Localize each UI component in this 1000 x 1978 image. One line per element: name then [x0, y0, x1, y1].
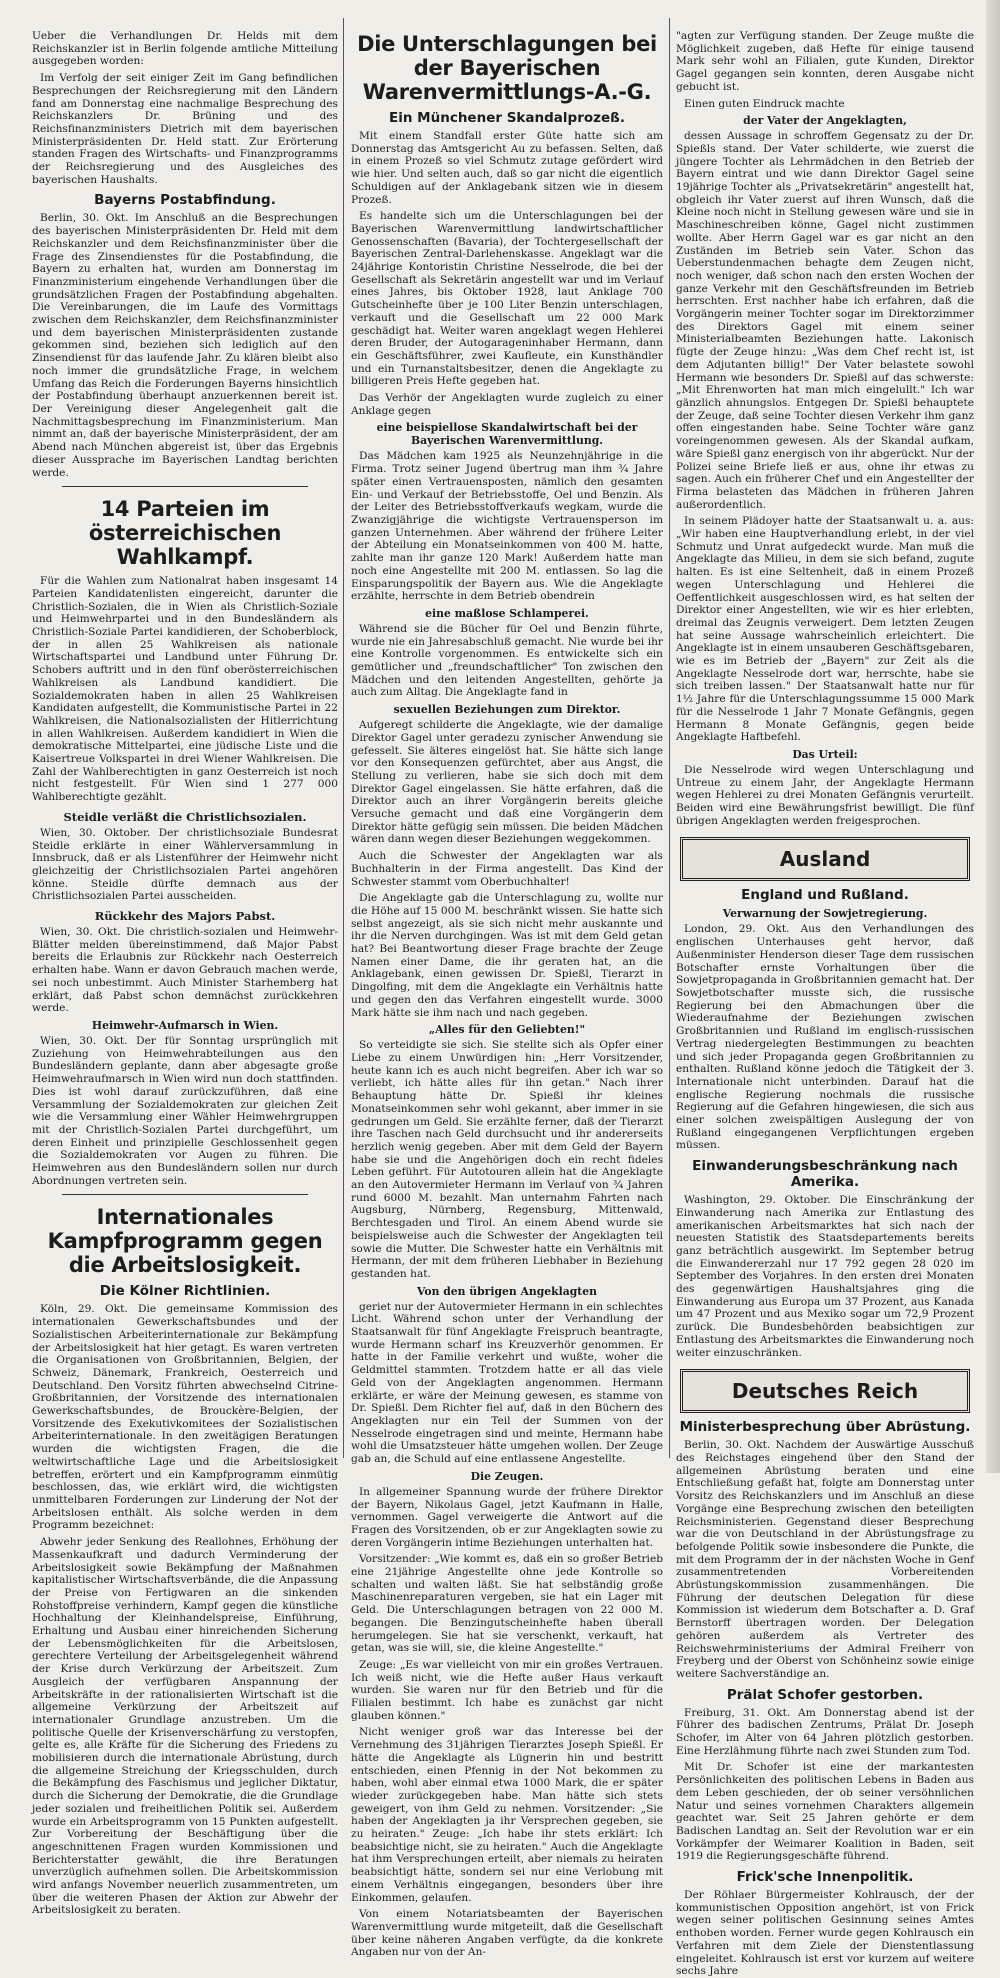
- paragraph: geriet nur der Autovermieter Hermann in ein schlechtes Licht. Während schon unter der Verhandlung der Staatsanwalt für fünf Angeklagte Freispruch beantragte, wurde Hermann scharf ins Kreuzverhör genommen. Er hatte in der Familie verkehrt und wußte, woher die Geldmittel stammten. Trotzdem hatte er all das viele Geld von der Angeklagten angenommen. Hermann erklärte, er wäre der Meinung gewesen, es stamme von Dr. Spießl. Dem Richter fiel auf, daß in den Büchern des Angeklagten nur ein Teil der Summen von der Nesselrode eingetragen sind und meinte, Hermann habe wohl die Umsatzsteuer hätte umgehen wollen. Der Zeuge gab an, die Schuld auf eine entlassene Angestellte.: [351, 1300, 663, 1466]
- subhead-schlamperei: eine maßlose Schlamperei.: [425, 606, 589, 620]
- paragraph: Wien, 30. Okt. Der für Sonntag ursprünglich mit Zuziehung von Heimwehrabteilungen aus den Bundesländern geplante, dann aber abgesagte große Heimwehraufmarsch in Wien wird nun doch stattfinden. Dies ist wohl darauf zurückzuführen, daß eine Versammlung der Sozialdemokraten zur gleichen Zeit wie die Versammlung einer Wähler Heimwehrgruppen mit der Christlich-Sozialen Partei durchgeführt, um deren Einheit und prinzipielle Geschlossenheit gegen die Sozialdemokraten vor Augen zu führen. Die Heimwehren aus den Bundesländern sollen nur durch Abordnungen vertreten sein.: [32, 1035, 338, 1187]
- paragraph: Der Röhlaer Bürgermeister Kohlrausch, der der kommunistischen Opposition angehört, ist von Frick wegen seiner politischen Gesinnung seines Amtes enthoben worden. Ferner wurde gegen Kohlrausch ein Verfahren mit dem Ziele der Dienstentlassung eingeleitet. Kohlrausch ist erst vor kurzem auf weitere sechs Jahre: [676, 1889, 974, 1978]
- paragraph: Einen guten Eindruck machte: [684, 97, 845, 110]
- paragraph: Das Verhör der Angeklagten wurde zugleich zu einer Anklage gegen: [351, 392, 663, 417]
- paragraph: London, 29. Okt. Aus den Verhandlungen des englischen Unterhauses geht hervor, daß Außenminister Henderson dieser Tage dem russischen Botschafter ernste Vorhaltungen über die Sowjetpropaganda in Großbritannien gemacht hat. Der Sowjetbotschafter musste sich, die russische Regierung bei den Abmachungen über die Wiederaufnahme der Beziehungen zwischen Großbritannien und Rußland im englisch-russischen Vertrag niedergelegten Bestimmungen zu beachten und sich jeder Propaganda gegen Großbritannien zu enthalten. Rußland könne jedoch die Tätigkeit der 3. Internationale nicht unterbinden. Darauf hat die englische Regierung nochmals die russische Regierung auf die Gefahren hingewiesen, die sich aus einer solchen zweispältigen Auslegung der von Rußland eingegangenen Verpflichtungen ergeben müssen.: [676, 923, 974, 1152]
- paragraph: Nicht weniger groß war das Interesse bei der Vernehmung des 31jährigen Tierarztes Joseph Spießl. Er hätte die Angeklagte als Lügnerin hin und bestritt entschieden, einen Pfennig in der Not bekommen zu haben, wohl aber einmal etwa 1000 Mark, die er später wieder zurückgegeben habe. Man hätte sich stets geweigert, von ihm Geld zu nehmen. Vorsitzender: „Sie haben der Angeklagten ja ihr Versprechen gegeben, sie zu heiraten." Zeuge: „Ich habe ihr stets erklärt: Ich beabsichtige nicht, sie zu heiraten." Auch die Angeklagte hat ihm Versprechungen erteilt, aber niemals zu heiraten beabsichtigt hätte, sondern sei nur eine Verlobung mit einem Verhältnis eingegangen, besonders über ihre Einkommen, gelaufen.: [351, 1726, 663, 1904]
- headline-kampfprogramm: Internationales Kampfprogramm gegen die Arbeitslosigkeit.: [47, 1205, 323, 1278]
- paragraph: Wien, 30. Okt. Die christlich-sozialen und Heimwehr-Blätter melden übereinstimmend, daß Major Pabst bereits die Erlaubnis zur Rückkehr nach Oesterreich erhalten habe. Wann er davon Gebrauch machen werde, sei noch unbestimmt. Auch Minister Starhemberg hat erklärt, daß Pabst schon demnächst zurückkehren werde.: [32, 926, 338, 1015]
- column-3: [676, 30, 974, 1978]
- paragraph: Washington, 29. Oktober. Die Einschränkung der Einwanderung nach Amerika zur Entlastung des amerikanischen Arbeitsmarktes hat sich nach der neuesten Statistik des Staatsdepartements bereits ganz beträchtlich ausgewirkt. Im September betrug die Einwandererzahl nur 17 792 gegen 28 020 im September des Vorjahres. In den ersten drei Monaten des gegenwärtigen Haushaltsjahres ging die Einwanderung aus Europa um 37 Prozent, aus Kanada um 47 Prozent und aus Mexiko sogar um 72,9 Prozent zurück. Die Bundesbehörden beabsichtigen zur Entlastung des Arbeitsmarktes die Einwanderung noch weiter einzuschränken.: [676, 1194, 974, 1359]
- paragraph: Die Nesselrode wird wegen Unterschlagung und Untreue zu einem Jahr, der Angeklagte Hermann wegen Hehlerei zu drei Monaten Gefängnis verurteilt. Beiden wird eine Bewährungsfrist bewilligt. Die fünf übrigen Angeklagten werden freigesprochen.: [676, 763, 974, 827]
- paragraph: Freiburg, 31. Okt. Am Donnerstag abend ist der Führer des badischen Zentrums, Prälat Dr. Joseph Schofer, im Alter von 64 Jahren plötzlich gestorben. Eine Herzlähmung führte nach zwei Stunden zum Tod.: [676, 1706, 974, 1757]
- headline-heimwehr: Heimwehr-Aufmarsch in Wien.: [91, 1019, 279, 1032]
- paragraph: Mit Dr. Schofer ist eine der markantesten Persönlichkeiten des politischen Lebens in Baden aus dem Leben geschieden, der ob seiner versöhnlichen Natur und seines vornehmen Charakters allgemein geachtet war. Seit 25 Jahren gehörte er dem Badischen Landtag an. Seit der Revolution war er ein Vorkämpfer der Weimarer Koalition in Baden, seit 1919 die Regierungsgeschäfte führend.: [676, 1761, 974, 1863]
- paragraph: Aufgeregt schilderte die Angeklagte, wie der damalige Direktor Gagel unter geradezu zynischer Anwendung sie gefesselt. Sie älteres eingelöst hat. Sie hätte sich lange vor den Konsequenzen gefürchtet, aber aus Angst, die Stellung zu verlieren, habe sie sich doch mit dem Direktor Gagel eingelassen. Sie hätte erfahren, daß die Direktor auch an ihrer Vorgängerin bereits gleiche Versuche gemacht und daß eine Vorgängerin dem Direktor hätte gefügig sein müssen. Die beiden Mädchen wären dann wegen dieser Beziehungen weggekommen.: [351, 719, 663, 846]
- headline-postabfindung: Bayerns Postabfindung.: [94, 192, 276, 209]
- paragraph: Berlin, 30. Okt. Im Anschluß an die Besprechungen des bayerischen Ministerpräsidenten Dr. Held mit dem Reichskanzler und dem Reichsfinanzminister über die Frage des Zinsendienstes für die Postabfindung, die Bayern zu erhalten hat, wurden am Donnerstag im Finanzministerium eingehende Verhandlungen über die grundsätzlichen Fragen der Postabfindung abgehalten. Die Vereinbarungen, die im Laufe des Vormittags zwischen dem Reichskanzler, dem Reichsfinanzminister und dem bayerischen Ministerpräsidenten zustande gekommen sind, beziehen sich lediglich auf den Zinsendienst für das laufende Jahr. Zu klären bleibt also noch immer die grundsätzliche Frage, in welchem Umfang das Reich die Forderungen Bayerns hinsichtlich der Postabfindung überhaupt anzuerkennen bereit ist. Der Vereinigung dieser Angelegenheit galt die Nachmittagsbesprechung im Finanzministerium. Man nimmt an, daß der bayerische Ministerpräsident, der am Abend nach München abgereist ist, über das Ergebnis dieser Aussprache im Bayerischen Landtag berichten werde.: [32, 212, 338, 479]
- paragraph: Für die Wahlen zum Nationalrat haben insgesamt 14 Parteien Kandidatenlisten eingereicht, darunter die Christlich-Sozialen, die in Wien als Christlich-Soziale und Heimwehrpartei und in den Bundesländern als Christlich-Soziale Partei kandidieren, der Schoberblock, der in allen 25 Wahlkreisen als nationale Wirtschaftspartei und Landbund unter Führung Dr. Schobers auftritt und in den fünf oberösterreichischen Wahlkreisen als Landbund kandidiert. Die Sozialdemokraten haben in allen 25 Wahlkreisen Kandidaten aufgestellt, die Kommunistische Partei in 22 Wahlkreisen, die Nationalsozialisten der Hitlerrichtung in allen Wahlkreisen. Außerdem kandidiert in Wien die demokratische Mittelpartei, eine jüdische Liste und die Kaisertreue Volkspartei in drei Wiener Wahlkreisen. Die Zahl der Wahlberechtigten in ganz Oesterreich ist noch nicht festgestellt. Für Wien sind 1 277 000 Wahlberechtigte gezählt.: [32, 575, 338, 804]
- paragraph: Es handelte sich um die Unterschlagungen bei der Bayerischen Warenvermittlung landwirtschaftlicher Genossenschaften (Bavaria), der Tochtergesellschaft der Bayerischen Zentral-Darlehenskasse. Angeklagt war die 24jährige Kontoristin Christine Nesselrode, die bei der Gesellschaft als Sekretärin angestellt war und im Verlauf eines Jahres, bis Oktober 1928, laut Anklage 700 Gutscheinhefte über je 100 Liter Benzin unterschlagen, verkauft und die Gesellschaft um 22 000 Mark geschädigt hat. Weiter waren angeklagt wegen Hehlerei deren Bruder, der Autogarageninhaber Hermann, dann ein Geschäftsführer, zwei Kaufleute, ein Kunsthändler und ein Turnanstaltsbesitzer, denen die Angeklagte zu billigeren Preis Hefte gegeben hat.: [351, 210, 663, 388]
- paragraph: In allgemeiner Spannung wurde der frühere Direktor der Bayern, Nikolaus Gagel, jetzt Kaufmann in Halle, vernommen. Gagel verweigerte die Antwort auf die Fragen des Vorsitzenden, ob er zur Angeklagten sowie zu deren Vorgängerin intime Beziehungen unterhalten hat.: [351, 1485, 663, 1549]
- headline-england-russland: England und Rußland.: [741, 887, 909, 904]
- headline-unterschlagungen: Die Unterschlagungen bei der Bayerischen Warenvermittlungs-A.-G.: [357, 32, 657, 104]
- paragraph: Zeuge: „Es war vielleicht von mir ein großes Vertrauen. Ich weiß nicht, wie die Hefte außer Haus verkauft wurden. Sie waren nur für den Betrieb und für die Filialen bestimmt. Ich habe es zunächst gar nicht glauben können.": [351, 1658, 663, 1722]
- paragraph: "agten zur Verfügung standen. Der Zeuge mußte die Möglichkeit zugeben, daß Hefte für einige tausend Mark sehr wohl an Filialen, gute Kunden, Direktor Gagel gegangen sein konnten, deren Ausgabe nicht gebucht ist.: [676, 30, 974, 93]
- paragraph: Auch die Schwester der Angeklagten war als Buchhalterin in der Firma angestellt. Das Kind der Schwester stammt vom Oberbuchhalter!: [351, 850, 663, 888]
- paragraph: Wien, 30. Oktober. Der christlichsoziale Bundesrat Steidle erklärte in einer Wählerversammlung in Innsbruck, daß er als Listenführer der Heimwehr nicht gleichzeitig der Christlichsozialen Partei angehören könne. Steidle dürfte demnach aus der Christlichsozialen Partei ausscheiden.: [32, 826, 338, 903]
- column-1: [32, 30, 338, 1917]
- subheadline-koeln: Die Kölner Richtlinien.: [99, 1283, 271, 1300]
- section-header-deutsches-reich: Deutsches Reich: [680, 1369, 970, 1413]
- subhead-skandalwirtschaft: eine beispiellose Skandalwirtschaft bei der Bayerischen Warenvermittlung.: [376, 421, 638, 448]
- divider: [62, 486, 308, 487]
- paragraph: Von einem Notariatsbeamten der Bayerischen Warenvermittlung wurde mitgeteilt, daß die Gesellschaft über keine näheren Angaben verfügte, da die konkrete Angaben nur von der An-: [351, 1908, 663, 1959]
- paragraph: In seinem Plädoyer hatte der Staatsanwalt u. a. aus: „Wir haben eine Hauptverhandlung erlebt, in der viel Schmutz und Unrat aufgedeckt wurde. Man muß die Angeklagte das Milieu, in dem sie sich befand, zugute halten. Es ist eine Seltenheit, daß in einem Prozeß wegen Unterschlagung und Hehlerei die Oeffentlichkeit ausgeschlossen wird, es hat selten der Direktor einer Angestellten, wie wir es hier erlebten, dreimal das Zeugnis verweigert. Dem letzten Zeugen hat seine Aussage wahrscheinlich erleichtert. Die Angeklagte ist in einem unsauberen Geschäftsgebaren, wie es im Betrieb der „Bayern" zur Zeit als die Angeklagte Nesselrode dort war, herrschte, habe sie sich treiben lassen." Der Staatsanwalt hatte nur für 1½ Jahre für die Unterschlagungssumme 15 000 Mark für die Nesselrode 1 Jahr 7 Monate Gefängnis, gegen Hermann 8 Monate Gefängnis, gegen beide Angeklagte Haftbefehl.: [676, 515, 974, 744]
- subhead-zeugen: Die Zeugen.: [470, 1469, 544, 1483]
- paragraph: dessen Aussage in schroffem Gegensatz zu der Dr. Spießls stand. Der Vater schilderte, wie zuerst die jüngere Tochter als Lehrmädchen in den Betrieb der Bayern eintrat und wie dann Direktor Gagel seine 19jährige Tochter als „Privatsekretärin" angestellt hat, obgleich ihr Vater zuerst auf ihren Wunsch, daß die Kleine noch nicht in Stellung gewesen wäre und sie in Maschineschreiben könne, Gagel nicht zustimmen wollte. Aber Herrn Gagel war es gar nicht an den Zuständen im Betrieb sein Vater. Schon das Ueberstundenmachen behagte dem Zeugen nicht, noch weniger, daß schon nach den ersten Wochen der ganze Verkehr mit den Geschäftsfreunden im Betrieb herrschten. Erst nachher habe ich erfahren, daß die Vorgängerin meiner Tochter sogar im Direktorzimmer des Direktors Gagel mit einem seiner Ministerialbeamten Beziehungen hatte. Lakonisch fügte der Zeuge hinzu: „Was dem Chef recht ist, ist dem Adjutanten billig!" Der Vater belastete sowohl Hermann wie besonders Dr. Spießl auf das schwerste: „Mit Ehrenworten hat man mich eingelullt." Ich war gänzlich ahnungslos. Entgegen Dr. Spießl behauptete der Zeuge, daß seine Tochter diesen Verkehr ihm ganz offen eingestanden habe. Seine Tochter wäre ganz voreingenommen gewesen. Als der Skandal aufkam, wäre Spießl ganz energisch von ihr abgerückt. Nur der Polizei seine Briefe ließ er aus, ohne ihr etwas zu sagen. Auch ein früherer Chef und ein Angestellter der Firma belasteten das Mädchen in früheren Jahren außerordentlich.: [676, 130, 974, 511]
- column-rule-right: [669, 18, 670, 1458]
- paragraph: Im Verfolg der seit einiger Zeit im Gang befindlichen Besprechungen der Reichsregierung mit den Ländern fand am Donnerstag eine nachmalige Besprechung des Reichskanzlers Dr. Brüning und des Reichsfinanzministers Dietrich mit dem bayerischen Ministerpräsidenten Dr. Held statt. Zur Erörterung standen Fragen des Wirtschafts- und Finanzprogramms der Reichsregierung und des Ausgleiches des bayerischen Haushalts.: [32, 72, 338, 186]
- headline-schofer: Prälat Schofer gestorben.: [726, 1686, 924, 1703]
- subhead-uebrige-angeklagte: Von den übrigen Angeklagten: [417, 1284, 597, 1298]
- headline-ministerbesprechung: Ministerbesprechung über Abrüstung.: [679, 1419, 971, 1436]
- subhead-vater: der Vater der Angeklagten,: [743, 114, 907, 128]
- paragraph: Köln, 29. Okt. Die gemeinsame Kommission des internationalen Gewerkschaftsbundes und der Sozialistischen Arbeiterinternationale zur Bekämpfung der Arbeitslosigkeit hat hier getagt. Es waren vertreten die Organisationen von Großbritannien, Belgien, der Schweiz, Dänemark, Frankreich, Oesterreich und Deutschland. Den Vorsitz führten abwechselnd Citrine-Großbritannien, der Vorsitzende des internationalen Gewerkschaftsbundes, de Brouckère-Belgien, der Vorsitzende des Exekutivkomitees der Sozialistischen Arbeiterinternationale. In den zweitägigen Beratungen wurden die wichtigsten Fragen, die die weltwirtschaftliche Lage und die Arbeitslosigkeit betreffen, erörtert und ein Kampfprogramm einmütig beschlossen, das, wie erklärt wird, die wichtigsten unmittelbaren Forderungen zur Linderung der Not der Arbeitslosen enthält. Als solche werden in dem Programm bezeichnet:: [32, 1303, 338, 1532]
- column-rule-left: [343, 18, 344, 1458]
- headline-frick: Frick'sche Innenpolitik.: [736, 1869, 914, 1886]
- headline-einwanderung: Einwanderungsbeschränkung nach Amerika.: [692, 1158, 958, 1191]
- paragraph: Mit einem Standfall erster Güte hatte sich am Donnerstag das Amtsgericht Au zu befassen. Selten, daß in einem Prozeß so viel Schmutz zutage gefördert wird wie hier. Und selten auch, daß so gar nicht die eigentlich Schuldigen auf der Anklagebank sitzen wie in diesem Prozeß.: [351, 130, 663, 206]
- paragraph: Während sie die Bücher für Oel und Benzin führte, wurde nie ein Jahresabschluß gemacht. Nie wurde bei ihr eine Kontrolle vorgenommen. Es entwickelte sich ein gemütlicher und „freundschaftlicher" Ton zwischen den Mädchen und den leitenden Angestellten, gehörte ja auch zum Alltag. Die Angeklagte fand in: [351, 622, 663, 699]
- paragraph: So verteidigte sie sich. Sie stellte sich als Opfer einer Liebe zu einem Unwürdigen hin: „Herr Vorsitzender, heute kann ich es auch nicht begreifen. Aber ich war so verliebt, ich hätte alles für ihn getan." Nach ihrer Behauptung hätte Dr. Spießl ihr kleines Monatseinkommen sehr wohl gekannt, aber immer in sie gedrungen um Geld. Sie erzählte ferner, daß der Tierarzt ihre Taschen nach Geld durchsucht und ihr andererseits herzlich wenig gegeben. Aber mit dem Geld der Bayern habe sie und die Angehörigen doch ein recht fideles Leben geführt. Für Autotouren allein hat die Angeklagte an den Autovermieter Hermann im Verlauf von ¾ Jahren rund 6000 M. bezahlt. Man unternahm Fahrten nach Augsburg, Nürnberg, Regensburg, Mittenwald, Berchtesgaden und Tirol. An einem Abend wurde sie beispielsweise auch die Schwester der Angeklagten teil sowie die Mutter. Die Schwester hatte ein Verhältnis mit Hermann, der mit dem früheren Liebhaber in Beziehung gestanden hat.: [351, 1039, 663, 1280]
- divider: [62, 1194, 308, 1195]
- paragraph: Vorsitzender: „Wie kommt es, daß ein so großer Betrieb eine 21jährige Angestellte ohne jede Kontrolle so schalten und walten läßt. Sie hat selbständig große Maschinenreparaturen vergeben, sie hat ein Lager mit Geld. Die Unterschlagungen betragen von 22 000 M. begangen. Die Benzingutscheinhefte haben überall herumgelegen. Sie hat sie verschenkt, verkauft, hat getan, was sie will, sie, die kleine Angestellte.": [351, 1553, 663, 1655]
- subhead-beziehungen: sexuellen Beziehungen zum Direktor.: [393, 703, 621, 717]
- paragraph: Abwehr jeder Senkung des Reallohnes, Erhöhung der Massenkaufkraft und dadurch Verminderung der Arbeitslosigkeit sowie Bekämpfung der Maßnahmen kapitalistischer Wirtschaftsverbände, die die Anpassung der Preise von Fertigwaren an die sinkenden Rohstoffpreise verhindern, Kampf gegen die künstliche Hochhaltung der Kleinhandelspreise, Einführung, Erhaltung und Ausbau einer hinreichenden Sicherung der Lebensmöglichkeiten für die Arbeitslosen, gerechtere Verteilung der Arbeitsgelegenheit während der Krise durch Verkürzung der Arbeitszeit. Zum Ausgleich der verfügbaren Anspannung der Arbeitskräfte in der rationalisierten Wirtschaft ist die allgemeine Verkürzung der Arbeitszeit auf internationaler Grundlage anzustreben. Um die politische Quelle der Krisenverschärfung zu verstopfen, gelte es, alle Kräfte für die Sicherung des Friedens zu mobilisieren durch die internationale Abrüstung, durch die allgemeine Streichung der Kriegsschulden, durch die Bekämpfung des Faschismus und jeglicher Diktatur, durch die Sicherung der Demokratie, die die Grundlage jeder sozialen und freiheitlichen Politik sei. Außerdem wurde ein Arbeitsprogramm von 15 Punkten aufgestellt. Zur Vorbereitung der Beschäftigung über die angeschnittenen Fragen wurden Kommissionen und Berichterstatter gewählt, die ihre Beratungen unverzüglich aufnehmen sollen. Die Arbeitskommission wird anfangs November neuerlich zusammentreten, um über die weiteren Phasen der Aktion zur Abwehr der Arbeitslosigkeit zu beraten.: [32, 1536, 338, 1917]
- column-2: [351, 30, 663, 1959]
- paragraph: Die Angeklagte gab die Unterschlagung zu, wollte nur die Höhe auf 15 000 M. beschränkt wissen. Sie hatte sich selbst angezeigt, als sie sich nicht mehr auskannte und ihr die Nerven durchgingen. Was ist mit dem Geld getan hat? Bei Beantwortung dieser Frage brachte der Zeuge Namen einer Dame, die ihr geraten hat, an die Anklagebank, einen gewissen Dr. Spießl, Tierarzt in Dingolfing, mit dem die Angeklagte ein Verhältnis hatte und gegen den das Verfahren eingestellt wurde. 3000 Mark hätte sie ihm nach und nach gegeben.: [351, 892, 663, 1019]
- subhead-alles-fuer-den-geliebten: „Alles für den Geliebten!": [428, 1023, 586, 1037]
- headline-major: Rückkehr des Majors Pabst.: [94, 909, 276, 924]
- page-edge: [986, 0, 1000, 1473]
- subhead-verwarnung: Verwarnung der Sowjetregierung.: [722, 907, 928, 921]
- paragraph: Berlin, 30. Okt. Nachdem der Auswärtige Ausschuß des Reichstages eingehend über den Stand der allgemeinen Abrüstung beraten und eine Entschließung gefaßt hat, folgte am Donnerstag unter Vorsitz des Reichskanzlers und im Anschluß an diese Vorgänge eine Besprechung zwischen den beteiligten Reichsministerien. Gegenstand dieser Besprechung war die von Deutschland in der Abrüstungsfrage zu befolgende Politik sowie insbesondere die Punkte, die mit dem Programm der in der nächsten Woche in Genf zusammentretenden Vorbereitenden Abrüstungskommission zusammenhängen. Die Führung der deutschen Delegation für diese Kommission ist wiederum dem Botschafter a. D. Graf Bernstorff übertragen worden. Der Delegation gehören außerdem als Vertreter des Reichswehrministeriums der Admiral Freiherr von Freyberg und der Oberst von Schönheinz sowie einige weitere Sachverständige an.: [676, 1439, 974, 1680]
- subhead-urteil: Das Urteil:: [792, 747, 858, 761]
- article-intro: Ueber die Verhandlungen Dr. Helds mit dem Reichskanzler ist in Berlin folgende amtliche Mitteilung ausgegeben worden:: [32, 30, 338, 68]
- headline-parteien: 14 Parteien im österreichischen Wahlkampf.: [88, 497, 282, 570]
- subheadline-skandalprozess: Ein Münchener Skandalprozeß.: [389, 110, 625, 126]
- headline-steidle: Steidle verläßt die Christlichsozialen.: [63, 809, 307, 824]
- paragraph: Das Mädchen kam 1925 als Neunzehnjährige in die Firma. Trotz seiner Jugend übertrug man ihm ¾ Jahre später einen Vertrauensposten, nämlich den gesamten Ein- und Verkauf der Betriebsstoffe, Oel und Benzin. Als der Leiter des Betriebsstoffverkaufs wegkam, wurde die Zwanzigjährige die wichtigste Vertrauensperson im ganzen Unternehmen. Aber während der frühere Leiter der Abteilung ein Monatseinkommen von 400 M. hatte, zahlte man ihr ganze 120 Mark! Außerdem hatte man noch eine Angestellte mit 200 M. entlassen. So lag die Einsparungspolitik der Bayern aus. Wie die Angeklagte erzählte, herrschte in dem Betrieb obendrein: [351, 450, 663, 603]
- section-header-ausland: Ausland: [680, 837, 970, 881]
